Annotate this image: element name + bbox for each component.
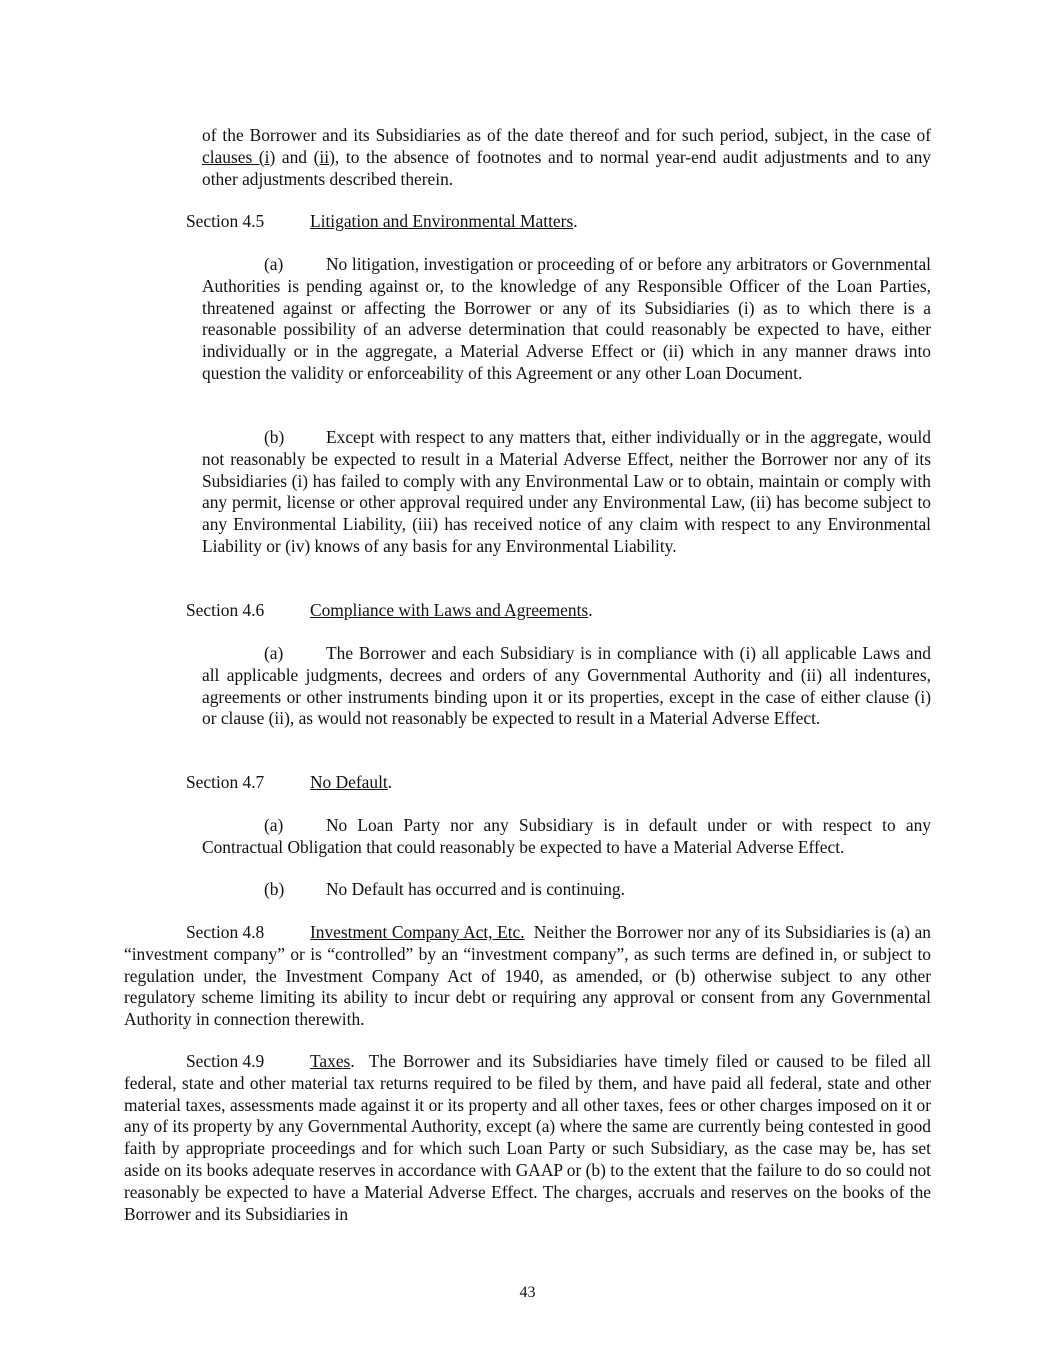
- section-title: Litigation and Environmental Matters: [310, 211, 574, 231]
- intro-text-3: , to the absence of footnotes and to normal year-end audit adjustments and to any other adjustments described therein.: [202, 146, 932, 189]
- section-4-6-a: [202, 643, 931, 730]
- section-4-5-heading: Section 4.5 Litigation and Environmental Matters.: [186, 211, 578, 231]
- section-title: Investment Company Act, Etc.: [310, 922, 525, 942]
- clause-text: Except with respect to any matters that, either individually or in the aggregate, would not reasonably be expected to result in a Material Adverse Effect, neither the Borrower nor any of its Subsidiaries (i) has failed to comply with any Environmental Law or to obtain, maintain or comply with any permit, license or other approval required under any Environmental Law, (ii) has become subject to any Environmental Liability, (iii) has received notice of any claim with respect to any Environmental Liability or (iv) knows of any basis for any Environmental Liability.: [202, 427, 931, 556]
- clauses-i-reference: clauses (i): [202, 146, 276, 167]
- section-4-5-a: [202, 254, 931, 385]
- clause-ii-reference: (ii): [313, 146, 335, 167]
- section-4-7-a: [202, 815, 931, 859]
- clause-text: No litigation, investigation or proceeding of or before any arbitrators or Governmental Authorities is pending against or, to the knowledge of any Responsible Officer of the Loan Parties, threatened against or affecting the Borrower or any of its Subsidiaries (i) as to which there is a reasonable possibility of an adverse determination that could reasonably be expected to have, either individually or in the aggregate, a Material Adverse Effect or (ii) which in any manner draws into question the validity or enforceability of this Agreement or any other Loan Document.: [202, 254, 931, 383]
- clause-label: (b): [264, 879, 285, 899]
- section-number: Section 4.8: [186, 922, 265, 942]
- section-text: Neither the Borrower nor any of its Subsidiaries is (a) an “investment company” or is “controlled” by an “investment company”, as such terms are defined in, or subject to regulation under, the Investment Company Act of 1940, as amended, or (b) otherwise subject to any other regulatory scheme limiting its ability to incur debt or requiring any approval or consent from any Governmental Authority in connection therewith.: [124, 922, 931, 1030]
- clause-label: (a): [264, 254, 284, 274]
- section-title: No Default: [310, 772, 388, 792]
- clause-label: (a): [264, 643, 284, 663]
- section-text: The Borrower and its Subsidiaries have timely filed or caused to be filed all federal, state and other material tax returns required to be filed by them, and have paid all federal, state and other material taxes, assessments made against it or its property and all other taxes, fees or other charges imposed on it or any of its property by any Governmental Authority, except (a) where the same are currently being contested in good faith by appropriate proceedings and for which such Loan Party or such Subsidiary, as the case may be, has set aside on its books adequate reserves in accordance with GAAP or (b) to the extent that the failure to do so could not reasonably be expected to have a Material Adverse Effect. The charges, accruals and reserves on the books of the Borrower and its Subsidiaries in: [124, 1051, 931, 1224]
- section-4-9: Section 4.9 Taxes. The Borrower and its Subsidiaries have timely filed or caused to be filed all federal, state and other material tax returns required to be filed by them, and have paid all federal, state and other material taxes, assessments made against it or its property and all other taxes, fees or other charges imposed on it or any of its property by any Governmental Authority, except (a) where the same are currently being contested in good faith by appropriate proceedings and for which such Loan Party or such Subsidiary, as the case may be, has set aside on its books adequate reserves in accordance with GAAP or (b) to the extent that the failure to do so could not reasonably be expected to have a Material Adverse Effect. The charges, accruals and reserves on the books of the Borrower and its Subsidiaries in: [124, 1051, 931, 1224]
- section-number: Section 4.9: [186, 1051, 265, 1071]
- section-4-8: [124, 922, 931, 1031]
- section-4-5-b: [202, 427, 931, 558]
- section-4-7-heading: Section 4.7 No Default.: [186, 772, 393, 792]
- section-title: Taxes: [310, 1051, 351, 1071]
- section-4-6-heading: Section 4.6 Compliance with Laws and Agreements.: [186, 600, 593, 620]
- intro-paragraph: [202, 125, 931, 190]
- clause-label: (a): [264, 815, 284, 835]
- section-number: Section 4.6: [186, 600, 265, 620]
- clause-label: (b): [264, 427, 285, 447]
- section-title: Compliance with Laws and Agreements: [310, 600, 589, 620]
- clause-text: No Loan Party nor any Subsidiary is in default under or with respect to any Contractual Obligation that could reasonably be expected to have a Material Adverse Effect.: [202, 815, 931, 857]
- clause-text: No Default has occurred and is continuing.: [326, 879, 625, 899]
- section-number: Section 4.7: [186, 772, 265, 792]
- page-number: 43: [519, 1284, 536, 1301]
- section-number: Section 4.5: [186, 211, 265, 231]
- intro-text-2: and: [275, 146, 314, 167]
- section-4-7-b: [202, 879, 931, 901]
- intro-text-1: of the Borrower and its Subsidiaries as of the date thereof and for such period, subject, in the case of: [202, 125, 931, 145]
- clause-text: The Borrower and each Subsidiary is in compliance with (i) all applicable Laws and all applicable judgments, decrees and orders of any Governmental Authority and (ii) all indentures, agreements or other instruments binding upon it or its properties, except in the case of either clause (i) or clause (ii), as would not reasonably be expected to result in a Material Adverse Effect.: [202, 643, 931, 729]
